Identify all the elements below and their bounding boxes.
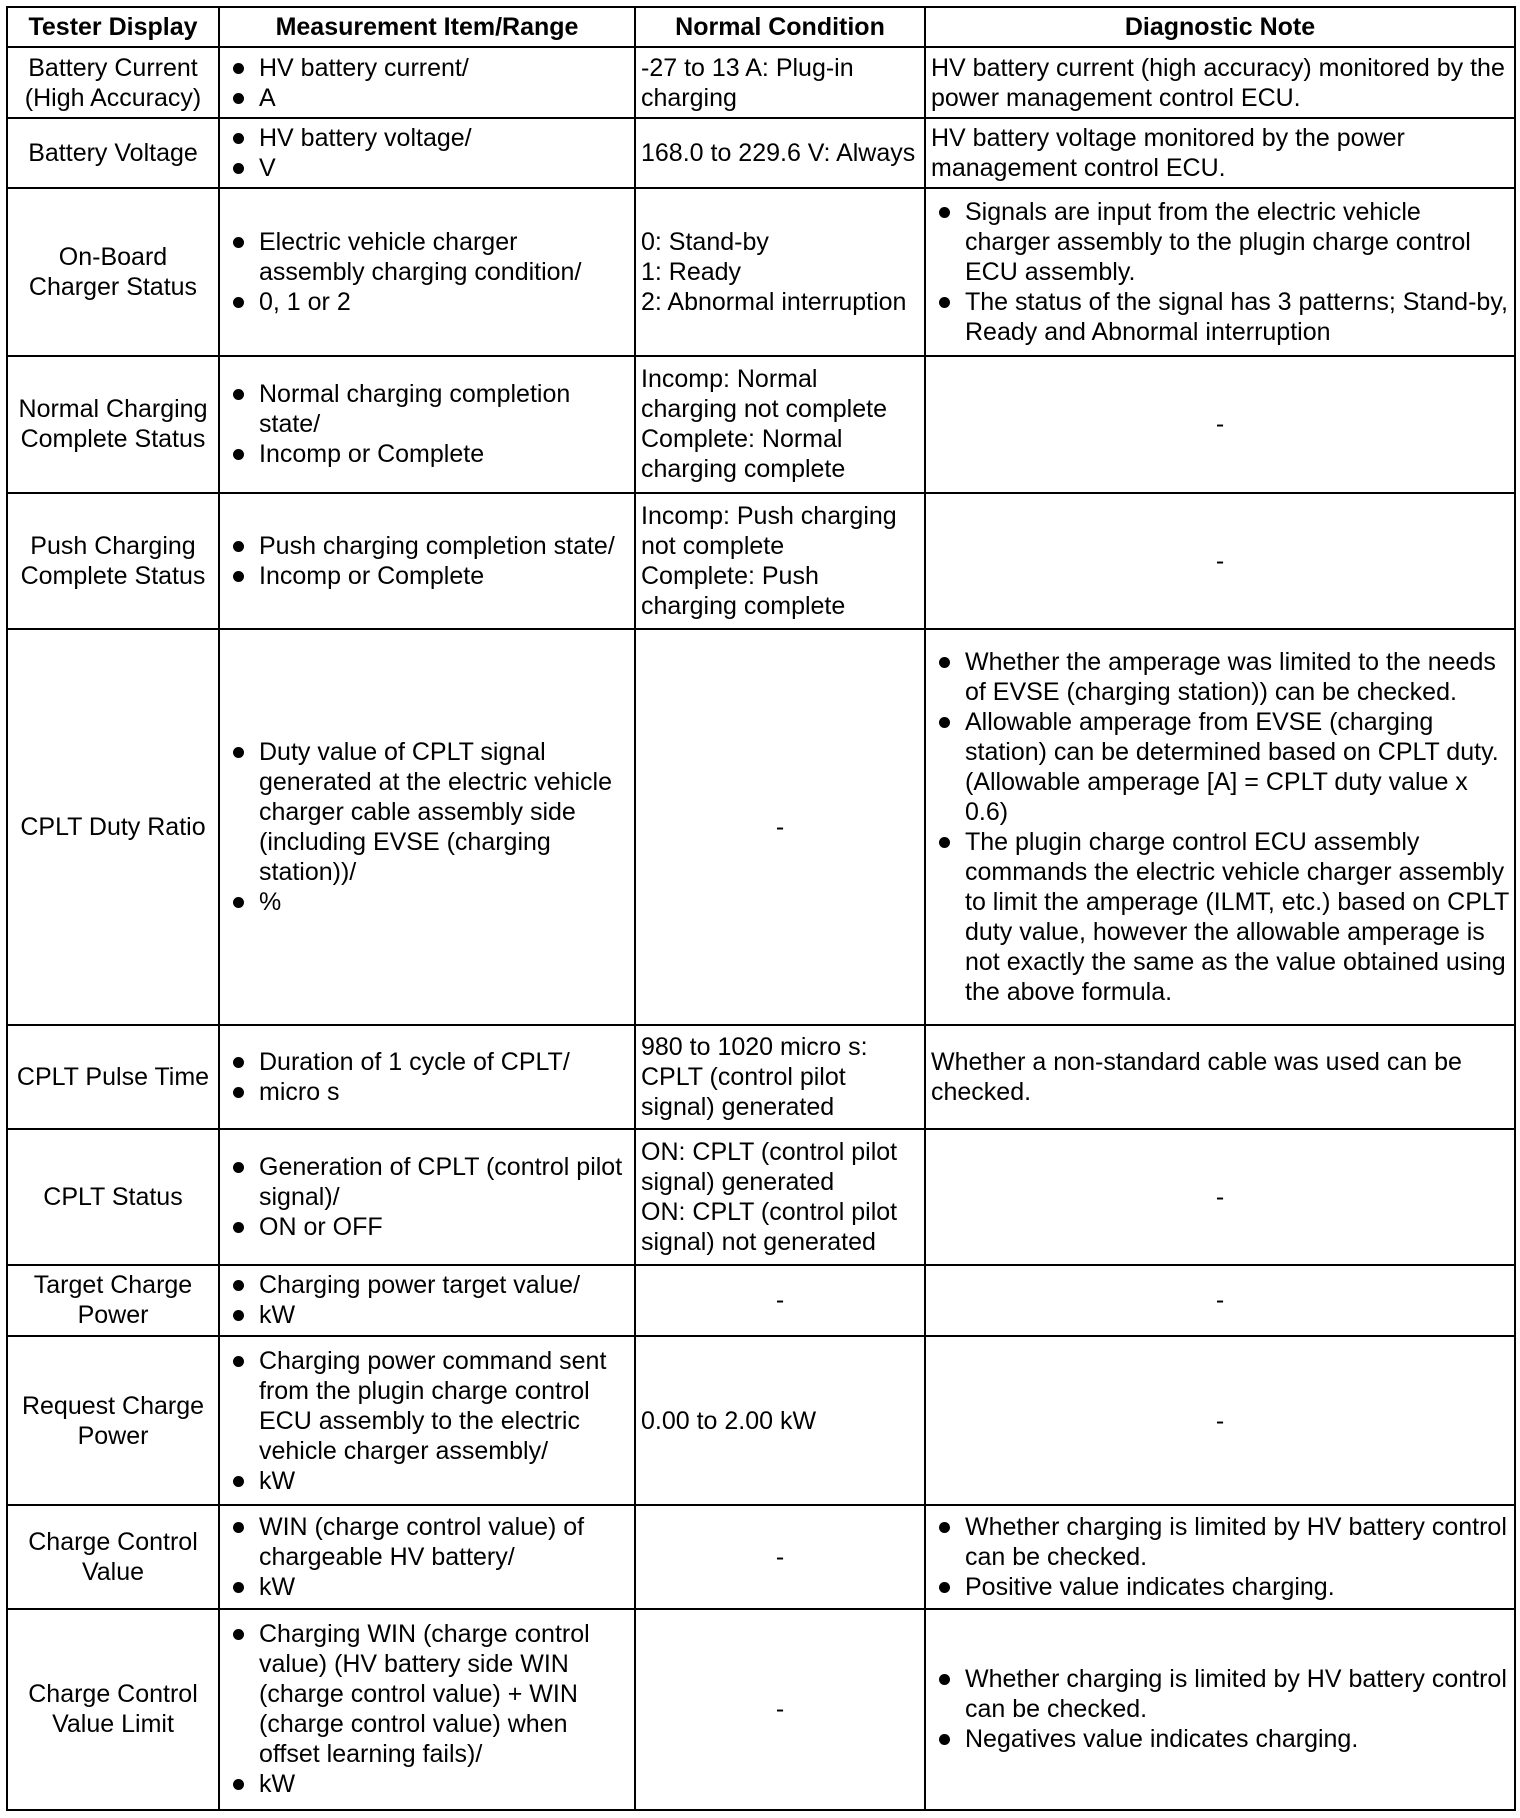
- list-item: The status of the signal has 3 patterns; Stand-by, Ready and Abnormal interruption: [931, 287, 1509, 347]
- diagnostic-note-cell: -: [925, 1265, 1515, 1336]
- list-item: Incomp or Complete: [225, 561, 629, 591]
- measurement-item-cell: [219, 356, 635, 492]
- normal-condition-cell: ON: CPLT (control pilot signal) generated ON: CPLT (control pilot signal) not generated: [635, 1129, 925, 1265]
- table-row: [7, 1609, 1515, 1810]
- measurement-item-list: [225, 531, 629, 591]
- diagnostic-note-cell: Whether a non-standard cable was used can be checked.: [925, 1025, 1515, 1129]
- measurement-item-cell: [219, 1505, 635, 1609]
- table-row: [7, 188, 1515, 357]
- tester-display-cell: Charge Control Value Limit: [7, 1609, 219, 1810]
- measurement-item-cell: [219, 118, 635, 187]
- list-item: Allowable amperage from EVSE (charging station) can be determined based on CPLT duty. (Allowable amperage [A] = CPLT duty value x 0.6): [931, 707, 1509, 827]
- list-item: Duration of 1 cycle of CPLT/: [225, 1047, 629, 1077]
- tester-display-cell: CPLT Duty Ratio: [7, 629, 219, 1025]
- diagnostic-note-cell: HV battery voltage monitored by the power management control ECU.: [925, 118, 1515, 187]
- measurement-item-cell: [219, 47, 635, 118]
- measurement-item-list: [225, 737, 629, 917]
- list-item: Whether the amperage was limited to the needs of EVSE (charging station)) can be checked.: [931, 647, 1509, 707]
- measurement-item-list: [225, 1152, 629, 1242]
- diagnostic-note-cell: -: [925, 493, 1515, 629]
- list-item: Negatives value indicates charging.: [931, 1724, 1509, 1754]
- normal-condition-cell: 0.00 to 2.00 kW: [635, 1336, 925, 1505]
- diagnostic-note-cell: [925, 188, 1515, 357]
- measurement-item-list: [225, 1346, 629, 1496]
- list-item: ON or OFF: [225, 1212, 629, 1242]
- measurement-item-list: [225, 1047, 629, 1107]
- diagnostic-note-cell: HV battery current (high accuracy) monitored by the power management control ECU.: [925, 47, 1515, 118]
- list-item: Charging power target value/: [225, 1270, 629, 1300]
- measurement-item-list: [225, 379, 629, 469]
- list-item: A: [225, 83, 629, 113]
- normal-condition-cell: -: [635, 1609, 925, 1810]
- list-item: kW: [225, 1466, 629, 1496]
- measurement-item-list: [225, 123, 629, 183]
- list-item: V: [225, 153, 629, 183]
- list-item: 0, 1 or 2: [225, 287, 629, 317]
- tester-display-cell: Normal Charging Complete Status: [7, 356, 219, 492]
- list-item: Positive value indicates charging.: [931, 1572, 1509, 1602]
- header-normal-condition: Normal Condition: [635, 7, 925, 47]
- list-item: WIN (charge control value) of chargeable HV battery/: [225, 1512, 629, 1572]
- normal-condition-cell: -: [635, 1505, 925, 1609]
- list-item: Duty value of CPLT signal generated at the electric vehicle charger cable assembly side (including EVSE (charging station))/: [225, 737, 629, 887]
- measurement-item-cell: [219, 188, 635, 357]
- table-row: [7, 356, 1515, 492]
- diagnostic-note-list: [931, 1512, 1509, 1602]
- list-item: Electric vehicle charger assembly charging condition/: [225, 227, 629, 287]
- measurement-item-list: [225, 1619, 629, 1799]
- diagnostic-note-cell: [925, 629, 1515, 1025]
- tester-display-cell: On-Board Charger Status: [7, 188, 219, 357]
- list-item: Generation of CPLT (control pilot signal)/: [225, 1152, 629, 1212]
- table-row: [7, 1129, 1515, 1265]
- diagnostic-note-cell: -: [925, 1336, 1515, 1505]
- diagnostic-note-cell: -: [925, 356, 1515, 492]
- list-item: micro s: [225, 1077, 629, 1107]
- measurement-item-cell: [219, 1025, 635, 1129]
- measurement-item-cell: [219, 1265, 635, 1336]
- diagnostic-note-cell: [925, 1505, 1515, 1609]
- tester-display-cell: Target Charge Power: [7, 1265, 219, 1336]
- measurement-item-list: [225, 53, 629, 113]
- tester-display-cell: Push Charging Complete Status: [7, 493, 219, 629]
- tester-display-cell: CPLT Status: [7, 1129, 219, 1265]
- measurement-item-cell: [219, 1336, 635, 1505]
- list-item: Whether charging is limited by HV battery control can be checked.: [931, 1664, 1509, 1724]
- list-item: The plugin charge control ECU assembly commands the electric vehicle charger assembly to limit the amperage (ILMT, etc.) based on CPLT duty value, however the allowable amperage is not exactly the same as the value obtained using the above formula.: [931, 827, 1509, 1007]
- table-row: [7, 1505, 1515, 1609]
- list-item: kW: [225, 1769, 629, 1799]
- diagnostic-note-list: [931, 647, 1509, 1007]
- measurement-item-cell: [219, 493, 635, 629]
- tester-display-cell: Battery Voltage: [7, 118, 219, 187]
- table-body: [7, 47, 1515, 1810]
- normal-condition-cell: -: [635, 1265, 925, 1336]
- tester-display-table: [6, 6, 1516, 1811]
- measurement-item-cell: [219, 1129, 635, 1265]
- diagnostic-note-cell: -: [925, 1129, 1515, 1265]
- normal-condition-cell: 0: Stand-by 1: Ready 2: Abnormal interruption: [635, 188, 925, 357]
- list-item: HV battery current/: [225, 53, 629, 83]
- list-item: Incomp or Complete: [225, 439, 629, 469]
- list-item: kW: [225, 1572, 629, 1602]
- table-row: [7, 493, 1515, 629]
- normal-condition-cell: 980 to 1020 micro s: CPLT (control pilot signal) generated: [635, 1025, 925, 1129]
- list-item: Whether charging is limited by HV battery control can be checked.: [931, 1512, 1509, 1572]
- table-row: [7, 47, 1515, 118]
- table-row: [7, 118, 1515, 187]
- normal-condition-cell: Incomp: Push charging not complete Complete: Push charging complete: [635, 493, 925, 629]
- tester-display-cell: CPLT Pulse Time: [7, 1025, 219, 1129]
- diagnostic-note-list: [931, 197, 1509, 347]
- list-item: Charging WIN (charge control value) (HV battery side WIN (charge control value) + WIN (charge control value) when offset learning fails)/: [225, 1619, 629, 1769]
- measurement-item-cell: [219, 1609, 635, 1810]
- measurement-item-list: [225, 1512, 629, 1602]
- table-header-row: [7, 7, 1515, 47]
- normal-condition-cell: Incomp: Normal charging not complete Complete: Normal charging complete: [635, 356, 925, 492]
- diagnostic-note-cell: [925, 1609, 1515, 1810]
- normal-condition-cell: -27 to 13 A: Plug-in charging: [635, 47, 925, 118]
- tester-display-cell: Battery Current (High Accuracy): [7, 47, 219, 118]
- measurement-item-cell: [219, 629, 635, 1025]
- tester-display-cell: Request Charge Power: [7, 1336, 219, 1505]
- list-item: kW: [225, 1300, 629, 1330]
- list-item: HV battery voltage/: [225, 123, 629, 153]
- list-item: %: [225, 887, 629, 917]
- normal-condition-cell: -: [635, 629, 925, 1025]
- measurement-item-list: [225, 1270, 629, 1330]
- table-row: [7, 1025, 1515, 1129]
- list-item: Normal charging completion state/: [225, 379, 629, 439]
- list-item: Signals are input from the electric vehicle charger assembly to the plugin charge control ECU assembly.: [931, 197, 1509, 287]
- list-item: Push charging completion state/: [225, 531, 629, 561]
- normal-condition-cell: 168.0 to 229.6 V: Always: [635, 118, 925, 187]
- diagnostic-note-list: [931, 1664, 1509, 1754]
- table-row: [7, 629, 1515, 1025]
- header-diagnostic-note: Diagnostic Note: [925, 7, 1515, 47]
- header-tester-display: Tester Display: [7, 7, 219, 47]
- header-measurement-item: Measurement Item/Range: [219, 7, 635, 47]
- measurement-item-list: [225, 227, 629, 317]
- list-item: Charging power command sent from the plugin charge control ECU assembly to the electric vehicle charger assembly/: [225, 1346, 629, 1466]
- tester-display-cell: Charge Control Value: [7, 1505, 219, 1609]
- table-row: [7, 1336, 1515, 1505]
- table-row: [7, 1265, 1515, 1336]
